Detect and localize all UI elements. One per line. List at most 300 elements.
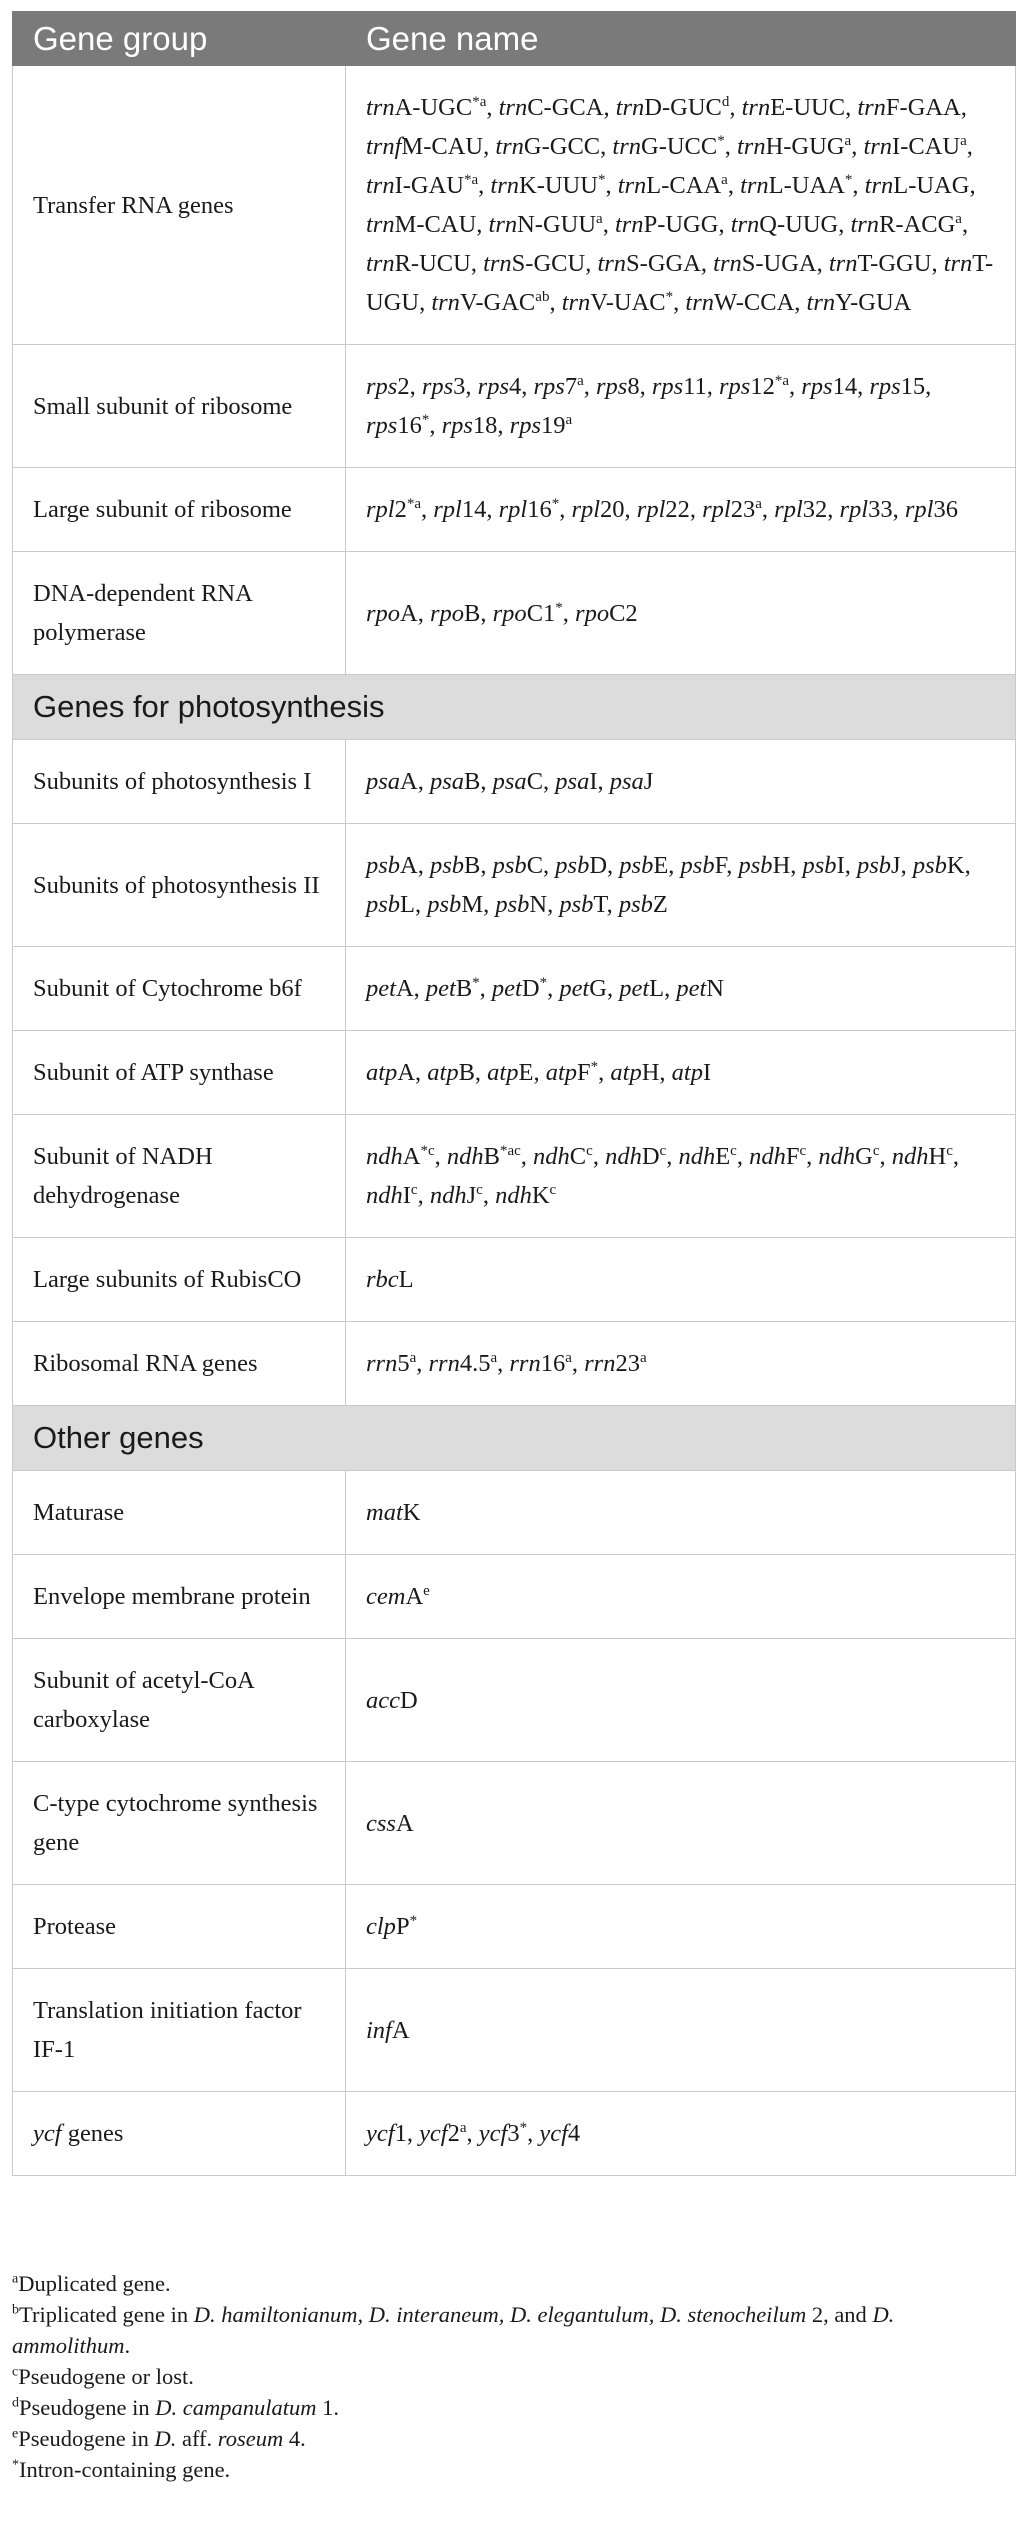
gene-name-cell: ycf1, ycf2$^a$, ycf3*, ycf4	[346, 2092, 1016, 2176]
gene-note-mark: a	[721, 171, 728, 188]
footnote-text: aff.	[176, 2426, 218, 2451]
gene-suffix: K	[531, 1182, 550, 1209]
gene-prefix: mat	[366, 1499, 403, 1526]
gene	[487, 1059, 533, 1086]
gene-group-label: Maturase	[33, 1499, 125, 1526]
gene-suffix: I	[589, 768, 598, 795]
gene	[829, 250, 932, 277]
gene-prefix: pet	[491, 975, 522, 1002]
gene-prefix: trn	[615, 94, 645, 121]
gene-suffix: 33	[868, 496, 893, 523]
footnote-text: Duplicated gene.	[18, 2271, 171, 2296]
gene-note-mark: *	[555, 599, 563, 616]
section-heading: Genes for photosynthesis	[13, 675, 1016, 740]
gene	[366, 1266, 414, 1293]
gene-note-mark: c	[946, 1142, 953, 1159]
gene	[807, 289, 912, 316]
gene	[740, 172, 852, 199]
gene-prefix: ndh	[533, 1143, 570, 1170]
footnote-text: .	[124, 2333, 131, 2358]
gene-name-cell: psaA, psaB, psaC, psaI, psaJ	[346, 740, 1016, 824]
gene-prefix: psb	[680, 852, 715, 879]
footnote-text: D. ammolithum	[12, 2302, 895, 2358]
gene	[493, 600, 563, 627]
gene-prefix: psa	[609, 768, 644, 795]
gene-group-label: Subunit of ATP synthase	[33, 1059, 274, 1086]
gene-prefix: rpl	[636, 496, 666, 523]
gene-suffix: Z	[652, 891, 668, 918]
gene-suffix: T-GGU	[857, 250, 932, 277]
gene-note-mark: a	[565, 411, 573, 428]
footnote-text: Pseudogene or lost.	[18, 2364, 194, 2389]
gene-suffix: L-CAA	[646, 172, 722, 199]
gene-suffix: 36	[933, 496, 958, 523]
gene-prefix: rpl	[498, 496, 528, 523]
gene-prefix: rrn	[366, 1350, 398, 1377]
gene-group-cell	[13, 1115, 346, 1238]
gene-prefix: psa	[366, 768, 401, 795]
gene-prefix: trn	[736, 133, 766, 160]
gene-prefix: trn	[713, 250, 742, 277]
gene-group-label: Ribosomal RNA genes	[33, 1350, 258, 1377]
gene-prefix: rrn	[584, 1350, 616, 1377]
footnote	[12, 2392, 1015, 2423]
gene-suffix: 16	[527, 496, 552, 523]
gene	[366, 768, 418, 795]
gene-suffix: H	[928, 1143, 947, 1170]
gene-suffix: I	[836, 852, 845, 879]
footnote-text: D.	[154, 2426, 177, 2451]
footnote-text: Pseudogene in	[18, 2426, 155, 2451]
table-body	[13, 66, 1016, 2176]
gene-prefix: rps	[718, 373, 751, 400]
gene-prefix: trn	[498, 94, 528, 121]
table-row	[13, 1639, 1016, 1762]
gene-suffix: C	[526, 768, 544, 795]
gene	[840, 496, 893, 523]
gene-prefix: psb	[559, 891, 594, 918]
gene-prefix: psb	[366, 891, 401, 918]
gene-suffix: A	[400, 599, 418, 627]
gene-prefix: pet	[559, 975, 590, 1002]
table-row	[13, 345, 1016, 468]
gene	[366, 2120, 407, 2147]
gene-suffix: V-GAC	[459, 289, 536, 316]
gene-group-cell	[13, 1885, 346, 1969]
gene-note-mark: *	[597, 171, 606, 188]
table-row	[13, 1031, 1016, 1115]
gene-suffix: B	[455, 975, 473, 1002]
gene-suffix: 1	[394, 2120, 407, 2147]
gene-suffix: 15	[900, 373, 926, 400]
gene-suffix: E	[715, 1143, 731, 1170]
gene-prefix: atp	[366, 1059, 398, 1086]
gene-suffix: 4	[508, 373, 522, 400]
gene	[499, 496, 560, 523]
gene-group-cell	[13, 1322, 346, 1406]
gene	[571, 496, 624, 523]
gene-prefix: trn	[857, 94, 886, 121]
gene	[713, 250, 816, 277]
gene-prefix: rpl	[702, 496, 731, 523]
gene-group-cell	[13, 66, 346, 345]
gene-suffix: A	[400, 852, 418, 879]
gene	[818, 1143, 879, 1170]
gene	[483, 250, 585, 277]
gene-prefix: rps	[533, 373, 565, 400]
gene	[366, 496, 421, 523]
gene	[596, 373, 640, 400]
gene-suffix: H	[641, 1059, 660, 1086]
gene-prefix: trnf	[366, 133, 402, 160]
gene	[615, 211, 718, 238]
gene	[719, 373, 789, 400]
footnote	[12, 2361, 1015, 2392]
gene-group-cell	[13, 1238, 346, 1322]
gene-prefix: rbc	[366, 1266, 399, 1293]
gene-prefix: rpl	[433, 496, 462, 523]
gene	[612, 133, 724, 160]
gene	[493, 768, 543, 795]
gene-prefix: psa	[492, 768, 527, 795]
gene-suffix: Y-GUA	[835, 289, 912, 316]
footnote-text: 2, and	[806, 2302, 873, 2327]
gene-suffix: R-UCU	[394, 250, 471, 277]
gene-prefix: rpl	[904, 496, 934, 523]
gene-group-cell	[13, 1031, 346, 1115]
gene-suffix: A	[395, 975, 414, 1002]
gene-note-mark: *	[844, 171, 853, 188]
table-row	[13, 1969, 1016, 2092]
gene	[427, 1059, 475, 1086]
gene-suffix: B	[483, 1143, 500, 1170]
gene-group-label: Large subunits of RubisCO	[33, 1266, 302, 1293]
gene-note-mark: a	[490, 1349, 498, 1366]
gene	[731, 211, 839, 238]
gene-suffix: J	[891, 852, 901, 879]
gene	[442, 412, 498, 439]
gene	[429, 1350, 498, 1377]
gene	[737, 133, 851, 160]
gene	[533, 373, 583, 400]
gene-note-mark: *a	[464, 171, 479, 188]
gene-suffix: 4.5	[459, 1350, 491, 1377]
gene-suffix: G	[589, 975, 607, 1002]
gene-suffix: F	[577, 1059, 591, 1086]
gene-prefix: ycf	[419, 2120, 448, 2147]
gene-group-label: DNA-dependent RNA polymerase	[33, 580, 252, 646]
gene-prefix: atp	[610, 1059, 642, 1086]
gene	[681, 852, 727, 879]
gene-name-cell: rps2, rps3, rps4, rps7$^a$, rps8, rps11, rps12$^{*a}$, rps14, rps15, rps16*, rps18, rps19$^a$	[346, 345, 1016, 468]
gene	[905, 496, 958, 523]
gene-prefix: ycf	[539, 2120, 568, 2147]
footnote-text: Pseudogene in	[19, 2395, 156, 2420]
gene-note-mark: *	[551, 495, 560, 512]
gene-suffix: 5	[397, 1350, 410, 1377]
gene	[479, 2120, 527, 2147]
gene-prefix: psb	[492, 852, 527, 879]
gene-prefix: rps	[421, 373, 454, 400]
gene-group-cell	[13, 824, 346, 947]
section-row	[13, 1406, 1016, 1471]
gene-prefix: rpl	[839, 496, 869, 523]
gene-note-mark: *	[409, 1912, 418, 1929]
gene-note-mark: c	[659, 1142, 667, 1159]
gene-prefix: atp	[427, 1059, 459, 1086]
gene	[803, 852, 845, 879]
gene-prefix: rps	[366, 373, 398, 400]
gene-prefix: trn	[612, 133, 641, 160]
gene-group-cell	[13, 468, 346, 552]
gene-suffix: 3	[507, 2120, 520, 2147]
gene-suffix: T-UGU	[366, 250, 994, 316]
gene-group-label: Subunit of NADH dehydrogenase	[33, 1143, 213, 1209]
gene	[430, 852, 480, 879]
gene-group-cell	[13, 1762, 346, 1885]
table-row	[13, 740, 1016, 824]
gene	[366, 1499, 420, 1526]
gene-group-label: Small subunit of ribosome	[33, 392, 293, 420]
gene	[419, 2120, 466, 2147]
gene-table	[12, 11, 1016, 2176]
gene-suffix: 2	[394, 496, 407, 523]
gene-suffix: D-GUC	[644, 94, 722, 121]
gene-group-label: Translation initiation factor IF-1	[33, 1997, 302, 2063]
gene-suffix: S-UGA	[741, 250, 817, 277]
table-row	[13, 468, 1016, 552]
gene-suffix: J	[643, 768, 654, 795]
gene-group-cell	[13, 947, 346, 1031]
gene-suffix: M	[461, 891, 484, 918]
gene-prefix: psb	[430, 852, 465, 879]
gene-note-mark: c	[476, 1181, 483, 1198]
gene	[366, 172, 478, 199]
gene-group-label: C-type cytochrome synthesis gene	[33, 1790, 318, 1856]
gene-suffix: L	[400, 891, 416, 918]
gene	[430, 600, 480, 627]
gene-note-mark: d	[721, 93, 730, 110]
gene	[366, 412, 429, 439]
footnotes	[12, 2268, 1015, 2485]
gene-name-cell: rpl2$^{*a}$, rpl14, rpl16*, rpl20, rpl22, rpl23$^a$, rpl32, rpl33, rpl36	[346, 468, 1016, 552]
gene-suffix: L-UAG	[893, 172, 970, 199]
gene-suffix: Q-UUG	[759, 211, 839, 238]
gene	[857, 852, 901, 879]
gene-suffix: 19	[540, 412, 566, 439]
gene	[447, 1143, 521, 1170]
gene-table-container	[12, 11, 1015, 2176]
gene-prefix: trn	[490, 172, 520, 199]
gene	[366, 1687, 418, 1714]
gene-group-label: Transfer RNA genes	[33, 191, 234, 219]
footnote-text: Intron-containing gene.	[19, 2457, 231, 2482]
gene	[913, 852, 965, 879]
gene-prefix: psb	[555, 852, 590, 879]
gene-prefix: rps	[509, 412, 541, 439]
gene-suffix: 23	[730, 496, 756, 523]
footnote-text: D. campanulatum	[155, 2395, 317, 2420]
gene-suffix: 16	[540, 1350, 566, 1377]
gene	[619, 975, 664, 1002]
gene-prefix: atp	[545, 1059, 578, 1086]
gene-group-label: Envelope membrane protein	[33, 1583, 311, 1610]
gene-prefix: psb	[618, 891, 653, 918]
gene-note-mark: a	[577, 372, 584, 389]
gene-note-mark: *	[539, 974, 548, 991]
gene	[478, 373, 522, 400]
gene-suffix: N	[529, 891, 548, 918]
gene-group-cell	[13, 1555, 346, 1639]
gene-suffix: G-UCC	[641, 133, 718, 160]
gene-suffix: B	[458, 1059, 475, 1086]
gene	[676, 975, 724, 1002]
gene-suffix: A-UGC	[394, 94, 473, 121]
gene-suffix: R-ACG	[879, 211, 956, 238]
footnote	[12, 2268, 1015, 2299]
gene-prefix: ycf	[478, 2120, 508, 2147]
gene	[685, 289, 794, 316]
gene-note-mark: *a	[472, 93, 487, 110]
gene-suffix: K-UUU	[519, 172, 598, 199]
gene-prefix: psb	[427, 891, 462, 918]
gene-note-mark: c	[872, 1142, 880, 1159]
gene-suffix: B	[464, 768, 481, 795]
header-row	[13, 12, 1016, 66]
gene-suffix: 14	[832, 373, 858, 400]
gene-suffix: H	[772, 852, 791, 879]
gene-suffix: M-CAU	[401, 133, 484, 160]
gene-group-cell	[13, 345, 346, 468]
gene	[533, 1143, 593, 1170]
gene-suffix: F	[785, 1143, 800, 1170]
gene	[430, 1182, 483, 1209]
gene-suffix: E-UUC	[770, 94, 846, 121]
gene-suffix: W-CCA	[713, 289, 795, 316]
gene-prefix: trn	[495, 133, 524, 160]
gene-prefix: ndh	[605, 1143, 642, 1170]
gene	[366, 975, 414, 1002]
gene-note-mark: c	[410, 1181, 418, 1198]
gene-suffix: C	[526, 852, 544, 879]
gene-suffix: 23	[615, 1350, 640, 1377]
footnote	[12, 2454, 1015, 2485]
gene-prefix: trn	[850, 211, 880, 238]
gene	[555, 852, 607, 879]
table-row	[13, 1471, 1016, 1555]
gene-prefix: rps	[595, 373, 628, 400]
gene-suffix: C	[569, 1143, 587, 1170]
gene-name-cell: psbA, psbB, psbC, psbD, psbE, psbF, psbH, psbI, psbJ, psbK, psbL, psbM, psbN, psbT, psbZ	[346, 824, 1016, 947]
gene	[610, 768, 654, 795]
gene-prefix: trn	[431, 289, 460, 316]
gene-prefix: rpo	[430, 599, 465, 627]
gene-suffix: T	[593, 891, 607, 918]
gene-prefix: rrn	[428, 1350, 460, 1377]
gene-suffix: 2	[397, 373, 410, 400]
gene-prefix: rpl	[366, 496, 395, 523]
gene-prefix: ndh	[891, 1143, 929, 1170]
gene-name-cell: trnA-UGC$^{*a}$, trnC-GCA, trnD-GUC$^d$, trnE-UUC, trnF-GAA, trnfM-CAU, trnG-GCC, trnG-UCC*, trnH-GUG$^a$, trnI-CAU$^a$, trnI-GAU$^{*a}$, trnK-UUU*, trnL-CAA$^a$, trnL-UAA*, trnL-UAG, trnM-CAU, trnN-GUU$^a$, trnP-UGG, trnQ-UUG, trnR-ACG$^a$, trnR-UCU, trnS-GCU, trnS-GGA, trnS-UGA, trnT-GGU, trnT-UGU, trnV-$GAC^{ab}$, trnV-UAC*, trnW-CCA, trnY-GUA	[346, 66, 1016, 345]
gene-prefix: trn	[864, 172, 894, 199]
gene-prefix: psb	[619, 852, 654, 879]
gene-prefix: psb	[802, 852, 837, 879]
gene-group-cell	[13, 1969, 346, 2092]
gene-prefix: psb	[912, 852, 947, 879]
gene	[865, 172, 970, 199]
gene-group-label: Subunits of photosynthesis I	[33, 768, 312, 795]
footnote-mark: e	[12, 2426, 19, 2442]
gene-suffix: 18	[472, 412, 498, 439]
gene-prefix: trn	[943, 250, 973, 277]
table-row	[13, 66, 1016, 345]
gene-prefix: ndh	[366, 1143, 403, 1170]
gene-prefix: rrn	[509, 1350, 541, 1377]
table-row	[13, 1238, 1016, 1322]
gene	[492, 975, 547, 1002]
footnote-text: Triplicated gene in	[19, 2302, 194, 2327]
gene-suffix: A	[397, 1059, 416, 1086]
gene-group-cell	[13, 552, 346, 675]
gene-prefix: psb	[856, 852, 892, 879]
gene-prefix: rps	[801, 373, 833, 400]
gene	[509, 1350, 572, 1377]
gene-note-mark: *	[590, 1058, 599, 1075]
gene-suffix: S-GGA	[626, 250, 701, 277]
gene-suffix: 7	[564, 373, 578, 400]
footnote	[12, 2423, 1015, 2454]
gene-note-mark: c	[730, 1142, 737, 1159]
gene-prefix: psa	[555, 768, 590, 795]
gene-prefix: ndh	[495, 1182, 532, 1209]
gene-prefix: trn	[806, 289, 836, 316]
gene-prefix: trn	[366, 211, 395, 238]
gene	[857, 94, 960, 121]
gene	[422, 373, 466, 400]
gene-suffix: 3	[453, 373, 466, 400]
gene	[366, 1350, 416, 1377]
gene-prefix: pet	[425, 975, 456, 1002]
gene-prefix: rps	[869, 373, 901, 400]
gene-group-cell	[13, 2092, 346, 2176]
gene-suffix: A	[402, 1143, 421, 1170]
gene-note-mark: *	[665, 288, 674, 305]
gene-suffix: I-CAU	[892, 133, 961, 160]
gene-suffix: D	[400, 1686, 418, 1714]
gene	[490, 172, 605, 199]
gene-prefix: rps	[651, 373, 684, 400]
footnote	[12, 2299, 1015, 2361]
gene	[495, 891, 547, 918]
gene-note-mark: *a	[774, 372, 789, 389]
gene-prefix: trn	[366, 94, 395, 121]
gene-prefix: rps	[366, 412, 398, 439]
gene-suffix: A	[391, 2016, 410, 2044]
gene-suffix: A	[400, 768, 418, 795]
gene-suffix: 22	[665, 496, 690, 523]
gene-suffix: D	[641, 1143, 660, 1170]
footnote-mark: b	[12, 2302, 19, 2318]
gene-prefix: cem	[366, 1583, 406, 1610]
gene-prefix: atp	[671, 1059, 703, 1086]
gene-prefix: inf	[366, 2016, 392, 2044]
gene-prefix: pet	[366, 975, 396, 1002]
gene-suffix: A	[395, 1809, 414, 1837]
gene	[739, 852, 791, 879]
gene-suffix: 11	[683, 373, 707, 400]
gene	[672, 1059, 711, 1086]
gene-suffix: L	[649, 975, 665, 1002]
